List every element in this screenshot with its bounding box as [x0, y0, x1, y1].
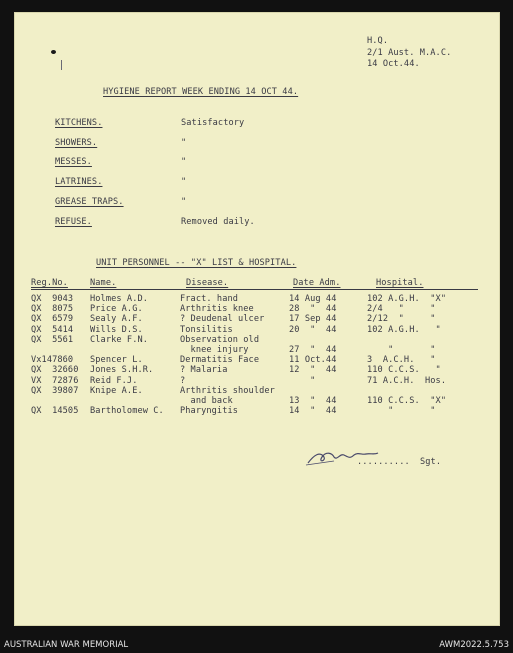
hygiene-value: " [181, 177, 187, 187]
table-cell-name: Jones S.H.R. [90, 365, 154, 376]
table-cell-date: 20 " 44 [289, 324, 337, 335]
punch-hole-mark [51, 50, 56, 54]
table-cell-hospital: " " [367, 345, 436, 355]
header-rule [31, 289, 478, 290]
report-title: HYGIENE REPORT WEEK ENDING 14 OCT 44. [103, 87, 299, 97]
table-cell-hospital: 2/4 " " [367, 304, 436, 315]
footer-left: AUSTRALIAN WAR MEMORIAL [4, 640, 129, 650]
table-cell-disease: Arthritis knee [180, 304, 254, 315]
table-cell-name: Clarke F.N. [90, 334, 149, 345]
table-cell-date: 11 Oct.44 [289, 355, 337, 366]
table-cell-disease: Fract. hand [180, 294, 239, 304]
table-cell-name: Bartholomew C. [90, 406, 164, 417]
column-header-disease: Disease. [186, 278, 229, 288]
hygiene-label: GREASE TRAPS. [55, 197, 124, 207]
table-cell-hospital: 110 C.C.S. " [367, 365, 441, 376]
column-header-reg: Reg.No. [31, 278, 68, 288]
pen-mark [61, 60, 62, 70]
footer-bar [0, 637, 513, 653]
table-cell-disease: ? Deudenal ulcer [180, 314, 265, 325]
table-cell-hospital: 102 A.G.H. " [367, 324, 441, 335]
table-cell-disease: Observation old [180, 334, 260, 345]
table-cell-date: 27 " 44 [289, 345, 337, 355]
table-cell-hospital: 71 A.C.H. Hos. [367, 375, 447, 386]
table-cell-disease: Tonsilitis [180, 324, 233, 335]
hygiene-label: MESSES. [55, 157, 92, 167]
table-cell-name: Holmes A.D. [90, 294, 149, 304]
table-cell-name: Knipe A.E. [90, 385, 143, 396]
table-cell-name: Wills D.S. [90, 324, 143, 335]
table-cell-reg: VX 72876 [31, 375, 79, 386]
table-cell-reg: QX 9043 [31, 294, 74, 304]
header-line-1: H.Q. [367, 36, 389, 46]
hygiene-value: Removed daily. [181, 217, 255, 227]
table-cell-date: 17 Sep 44 [289, 314, 337, 325]
hygiene-value: " [181, 197, 187, 207]
hygiene-label: KITCHENS. [55, 118, 103, 128]
table-cell-date: 12 " 44 [289, 365, 337, 376]
hygiene-value: " [181, 138, 187, 148]
footer-right: AWM2022.5.753 [439, 640, 509, 650]
table-cell-disease: and back [180, 396, 233, 406]
table-cell-hospital: 110 C.C.S. "X" [367, 396, 447, 406]
column-header-name: Name. [90, 278, 117, 288]
hygiene-label: SHOWERS. [55, 138, 98, 148]
signature-dots: .......... [357, 457, 410, 467]
table-cell-hospital: 2/12 " " [367, 314, 436, 325]
table-cell-disease: ? [180, 375, 186, 386]
table-cell-reg: QX 6579 [31, 314, 74, 325]
signature-rank: Sgt. [420, 457, 442, 467]
hygiene-value: " [181, 157, 187, 167]
table-cell-disease: ? Malaria [180, 365, 228, 376]
table-cell-disease: knee injury [180, 345, 249, 355]
table-cell-reg: Vx147860 [31, 355, 74, 366]
table-cell-reg: QX 5414 [31, 324, 74, 335]
table-cell-reg: QX 14505 [31, 406, 79, 417]
table-cell-date: 13 " 44 [289, 396, 337, 406]
table-cell-reg: QX 5561 [31, 334, 74, 345]
header-line-2: 2/1 Aust. M.A.C. [367, 48, 452, 58]
hygiene-label: REFUSE. [55, 217, 92, 227]
table-cell-hospital: " " [367, 406, 436, 417]
table-cell-disease: Arthritis shoulder [180, 385, 275, 396]
table-cell-reg: QX 32660 [31, 365, 79, 376]
table-cell-date: 14 " 44 [289, 406, 337, 417]
table-cell-date: 14 Aug 44 [289, 294, 337, 304]
header-line-3: 14 Oct.44. [367, 59, 420, 69]
column-header-hospital: Hospital. [376, 278, 424, 288]
hygiene-value: Satisfactory [181, 118, 245, 128]
table-cell-name: Reid F.J. [90, 375, 138, 386]
table-cell-name: Price A.G. [90, 304, 143, 315]
table-cell-date: " [289, 375, 316, 386]
table-cell-date: 28 " 44 [289, 304, 337, 315]
table-cell-name: Sealy A.F. [90, 314, 143, 325]
table-cell-disease: Dermatitis Face [180, 355, 260, 366]
section-title: UNIT PERSONNEL -- "X" LIST & HOSPITAL. [96, 258, 297, 268]
table-cell-reg: QX 8075 [31, 304, 74, 315]
table-cell-name: Spencer L. [90, 355, 143, 366]
table-cell-reg: QX 39807 [31, 385, 79, 396]
table-cell-hospital: 102 A.G.H. "X" [367, 294, 447, 304]
table-cell-hospital: 3 A.C.H. " [367, 355, 436, 366]
column-header-date: Date Adm. [293, 278, 341, 288]
table-cell-disease: Pharyngitis [180, 406, 239, 417]
hygiene-label: LATRINES. [55, 177, 103, 187]
